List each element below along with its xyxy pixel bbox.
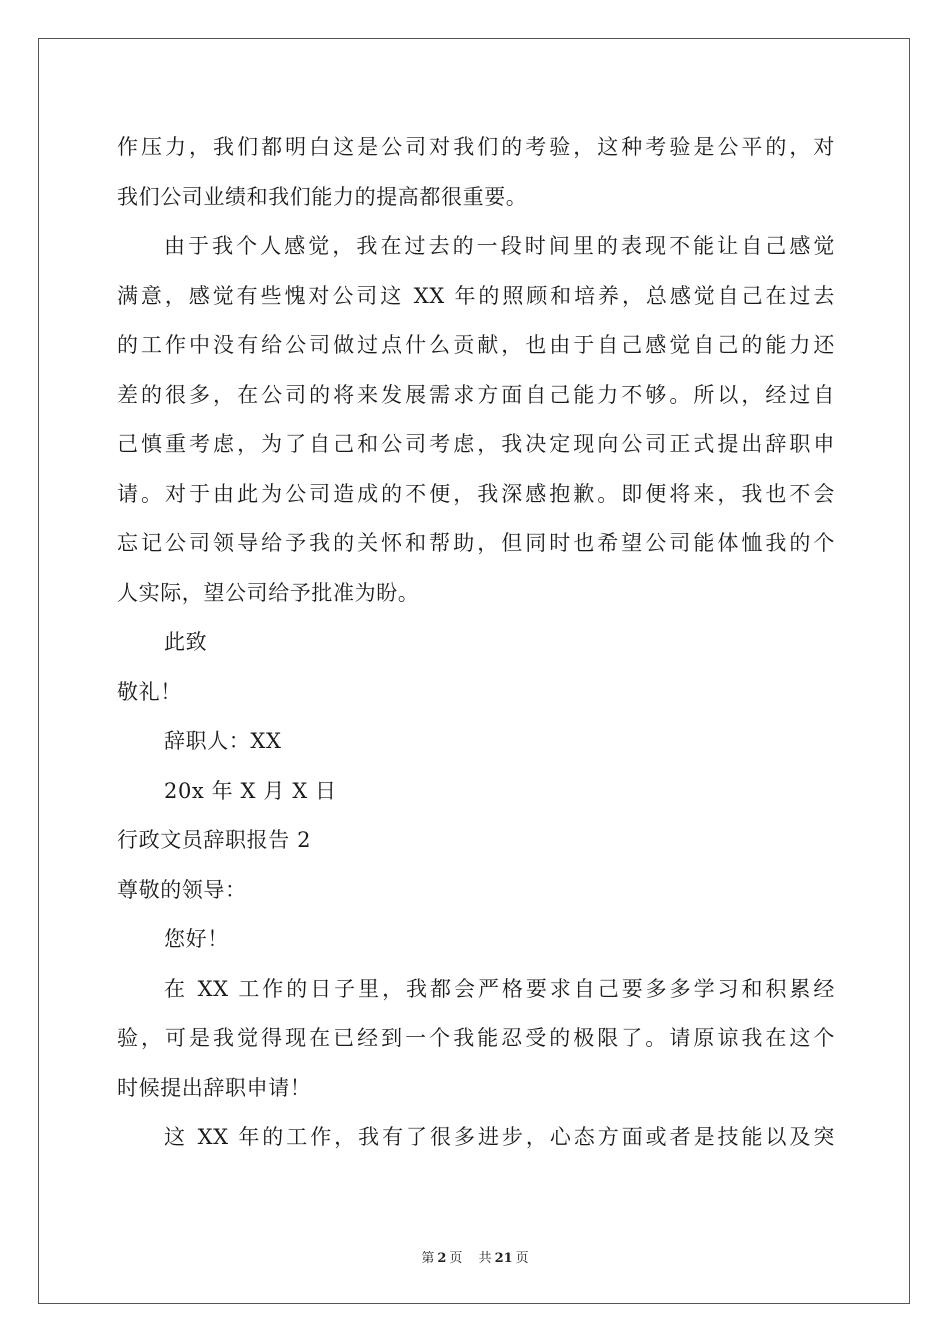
- total-indicator: [476, 1251, 532, 1266]
- text-line: 我们公司业绩和我们能力的提高都很重要。: [117, 184, 528, 209]
- closing-regards: 敬礼！: [117, 679, 182, 704]
- text-line: 的工作中没有给公司做过点什么贡献，也由于自己感觉自己的能力还: [117, 333, 835, 357]
- page-suffix: 页: [449, 1251, 463, 1266]
- page-prefix: 第: [421, 1251, 435, 1266]
- text-line: 差的很多，在公司的将来发展需求方面自己能力不够。所以，经过自: [117, 382, 835, 407]
- text-line: 由于我个人感觉，我在过去的一段时间里的表现不能让自己感觉: [164, 234, 835, 258]
- total-prefix: 共: [478, 1251, 492, 1266]
- text-line: 己慎重考虑，为了自己和公司考虑，我决定现向公司正式提出辞职申: [117, 432, 835, 456]
- text-line: 在 XX 工作的日子里，我都会严格要求自己要多多学习和积累经: [164, 976, 835, 1001]
- greeting-hello: 您好！: [164, 927, 229, 951]
- date-line: 20x 年 X 月 X 日: [164, 778, 337, 803]
- text-line: 验，可是我觉得现在已经到一个我能忍受的极限了。请原谅我在这个: [117, 1026, 835, 1050]
- closing-salutation: 此致: [164, 630, 208, 654]
- text-line: 人实际，望公司给予批准为盼。: [117, 580, 420, 605]
- total-suffix: 页: [515, 1251, 529, 1266]
- page-number: 2: [437, 1251, 447, 1266]
- total-number: 21: [494, 1251, 513, 1266]
- text-line: 作压力，我们都明白这是公司对我们的考验，这种考验是公平的，对: [117, 135, 835, 159]
- document-body: [117, 123, 835, 1163]
- page-footer: [0, 1247, 950, 1266]
- text-line: 时候提出辞职申请！: [117, 1075, 312, 1100]
- section-heading: 行政文员辞职报告 2: [117, 828, 312, 852]
- text-line: 请。对于由此为公司造成的不便，我深感抱歉。即便将来，我也不会: [117, 481, 835, 506]
- text-line: 忘记公司领导给予我的关怀和帮助，但同时也希望公司能体恤我的个: [117, 531, 835, 555]
- page-indicator: [418, 1251, 465, 1266]
- text-line: 满意，感觉有些愧对公司这 XX 年的照顾和培养，总感觉自己在过去: [117, 283, 835, 308]
- signature-line: 辞职人：XX: [164, 729, 282, 753]
- greeting-recipient: 尊敬的领导：: [117, 877, 247, 902]
- text-line: 这 XX 年的工作，我有了很多进步，心态方面或者是技能以及突: [164, 1125, 835, 1149]
